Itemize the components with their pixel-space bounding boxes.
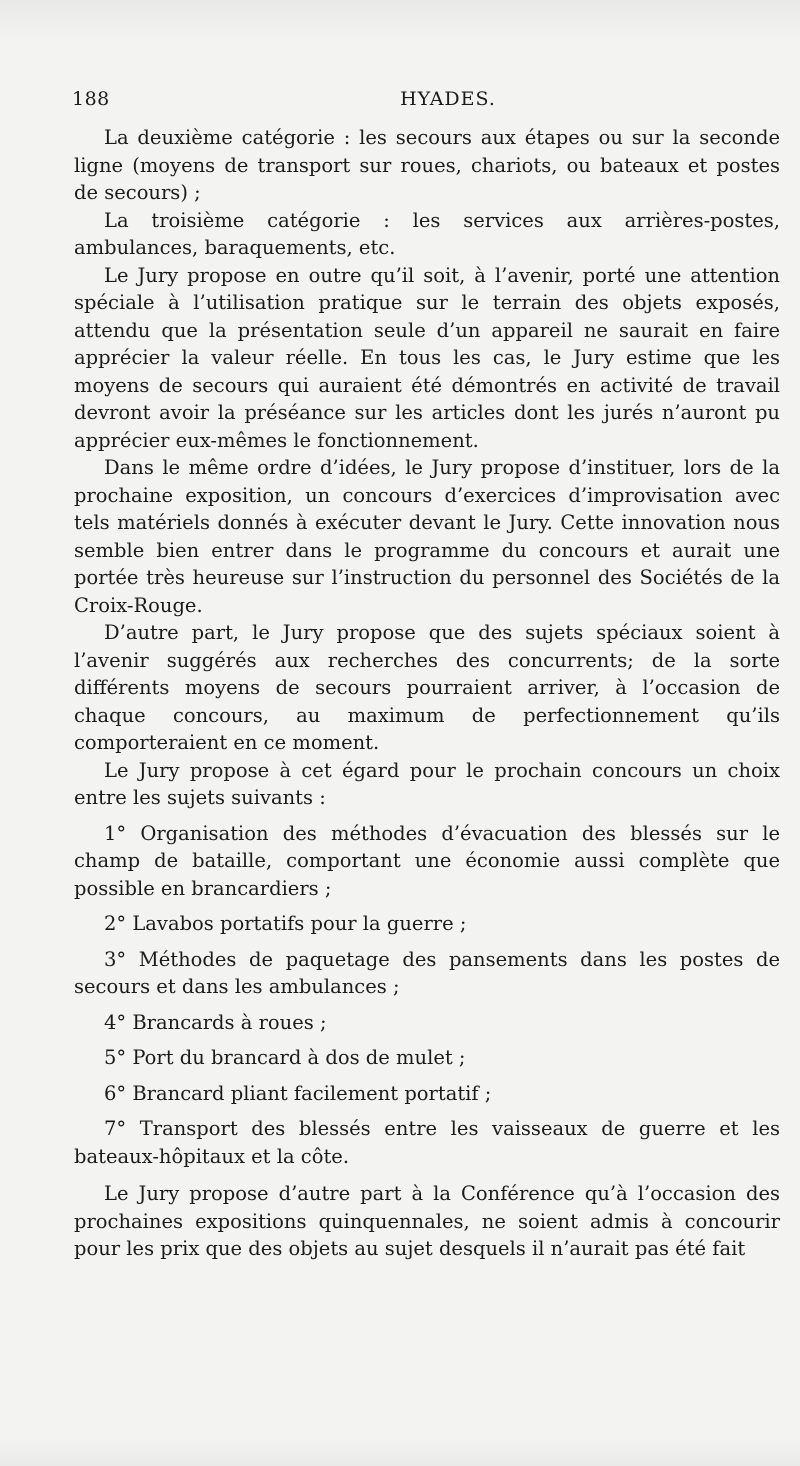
list-item: 7° Transport des blessés entre les vaisseaux de guerre et les bateaux-hôpitaux et la côte.	[74, 1117, 780, 1168]
list-item: 2° Lavabos portatifs pour la guerre ;	[104, 912, 467, 935]
paragraph: D’autre part, le Jury propose que des sujets spéciaux soient à l’avenir suggérés aux recherches des concurrents; de la sorte différents moyens de secours pourraient arriver, à l’occasion de chaque concours, au maximum de perfectionnement qu’ils comporteraient en ce moment.	[74, 621, 780, 754]
paragraph: Le Jury propose en outre qu’il soit, à l’avenir, porté une attention spéciale à l’utilisation pratique sur le terrain des objets exposés, attendu que la présentation seule d’un appareil ne saurait en faire apprécier la valeur réelle. En tous les cas, le Jury estime que les moyens de secours qui auraient été démontrés en activité de travail devront avoir la préséance sur les articles dont les jurés n’auront pu apprécier eux-mêmes le fonctionnement.	[74, 263, 780, 452]
list-item: 6° Brancard pliant facilement portatif ;	[104, 1081, 492, 1105]
page-number: 188	[72, 88, 110, 110]
list-item: 5° Port du brancard à dos de mulet ;	[104, 1046, 466, 1069]
paragraph: La deuxième catégorie : les secours aux étapes ou sur la seconde ligne (moyens de transport sur roues, chariots, ou bateaux et postes de secours) ;	[74, 126, 780, 204]
running-head: HYADES.	[400, 88, 496, 110]
closing-paragraph: Le Jury propose d’autre part à la Conférence qu’à l’occasion des prochaines expositions quinquennales, ne soient admis à concourir pour les prix que des objets au sujet desquels il n’aurait pas été fait	[74, 1182, 780, 1260]
list-item: 3° Méthodes de paquetage des pansements dans les postes de secours et dans les ambulances ;	[74, 947, 780, 998]
list-item: 4° Brancards à roues ;	[104, 1010, 327, 1034]
paragraph: Le Jury propose à cet égard pour le prochain concours un choix entre les sujets suivants :	[74, 758, 780, 809]
list-item: 1° Organisation des méthodes d’évacuation des blessés sur le champ de bataille, comportant une économie aussi complète que possible en brancardiers ;	[74, 821, 780, 900]
body-text	[74, 124, 780, 1263]
page-header	[72, 88, 772, 118]
paragraph: La troisième catégorie : les services aux arrières-postes, ambulances, baraquements, etc.	[74, 208, 780, 259]
paragraph: Dans le même ordre d’idées, le Jury propose d’instituer, lors de la prochaine exposition, un concours d’exercices d’improvisation avec tels matériels donnés à exécuter devant le Jury. Cette innovation nous semble bien entrer dans le programme du concours et aurait une portée très heureuse sur l’instruction du personnel des Sociétés de la Croix-Rouge.	[74, 456, 780, 617]
